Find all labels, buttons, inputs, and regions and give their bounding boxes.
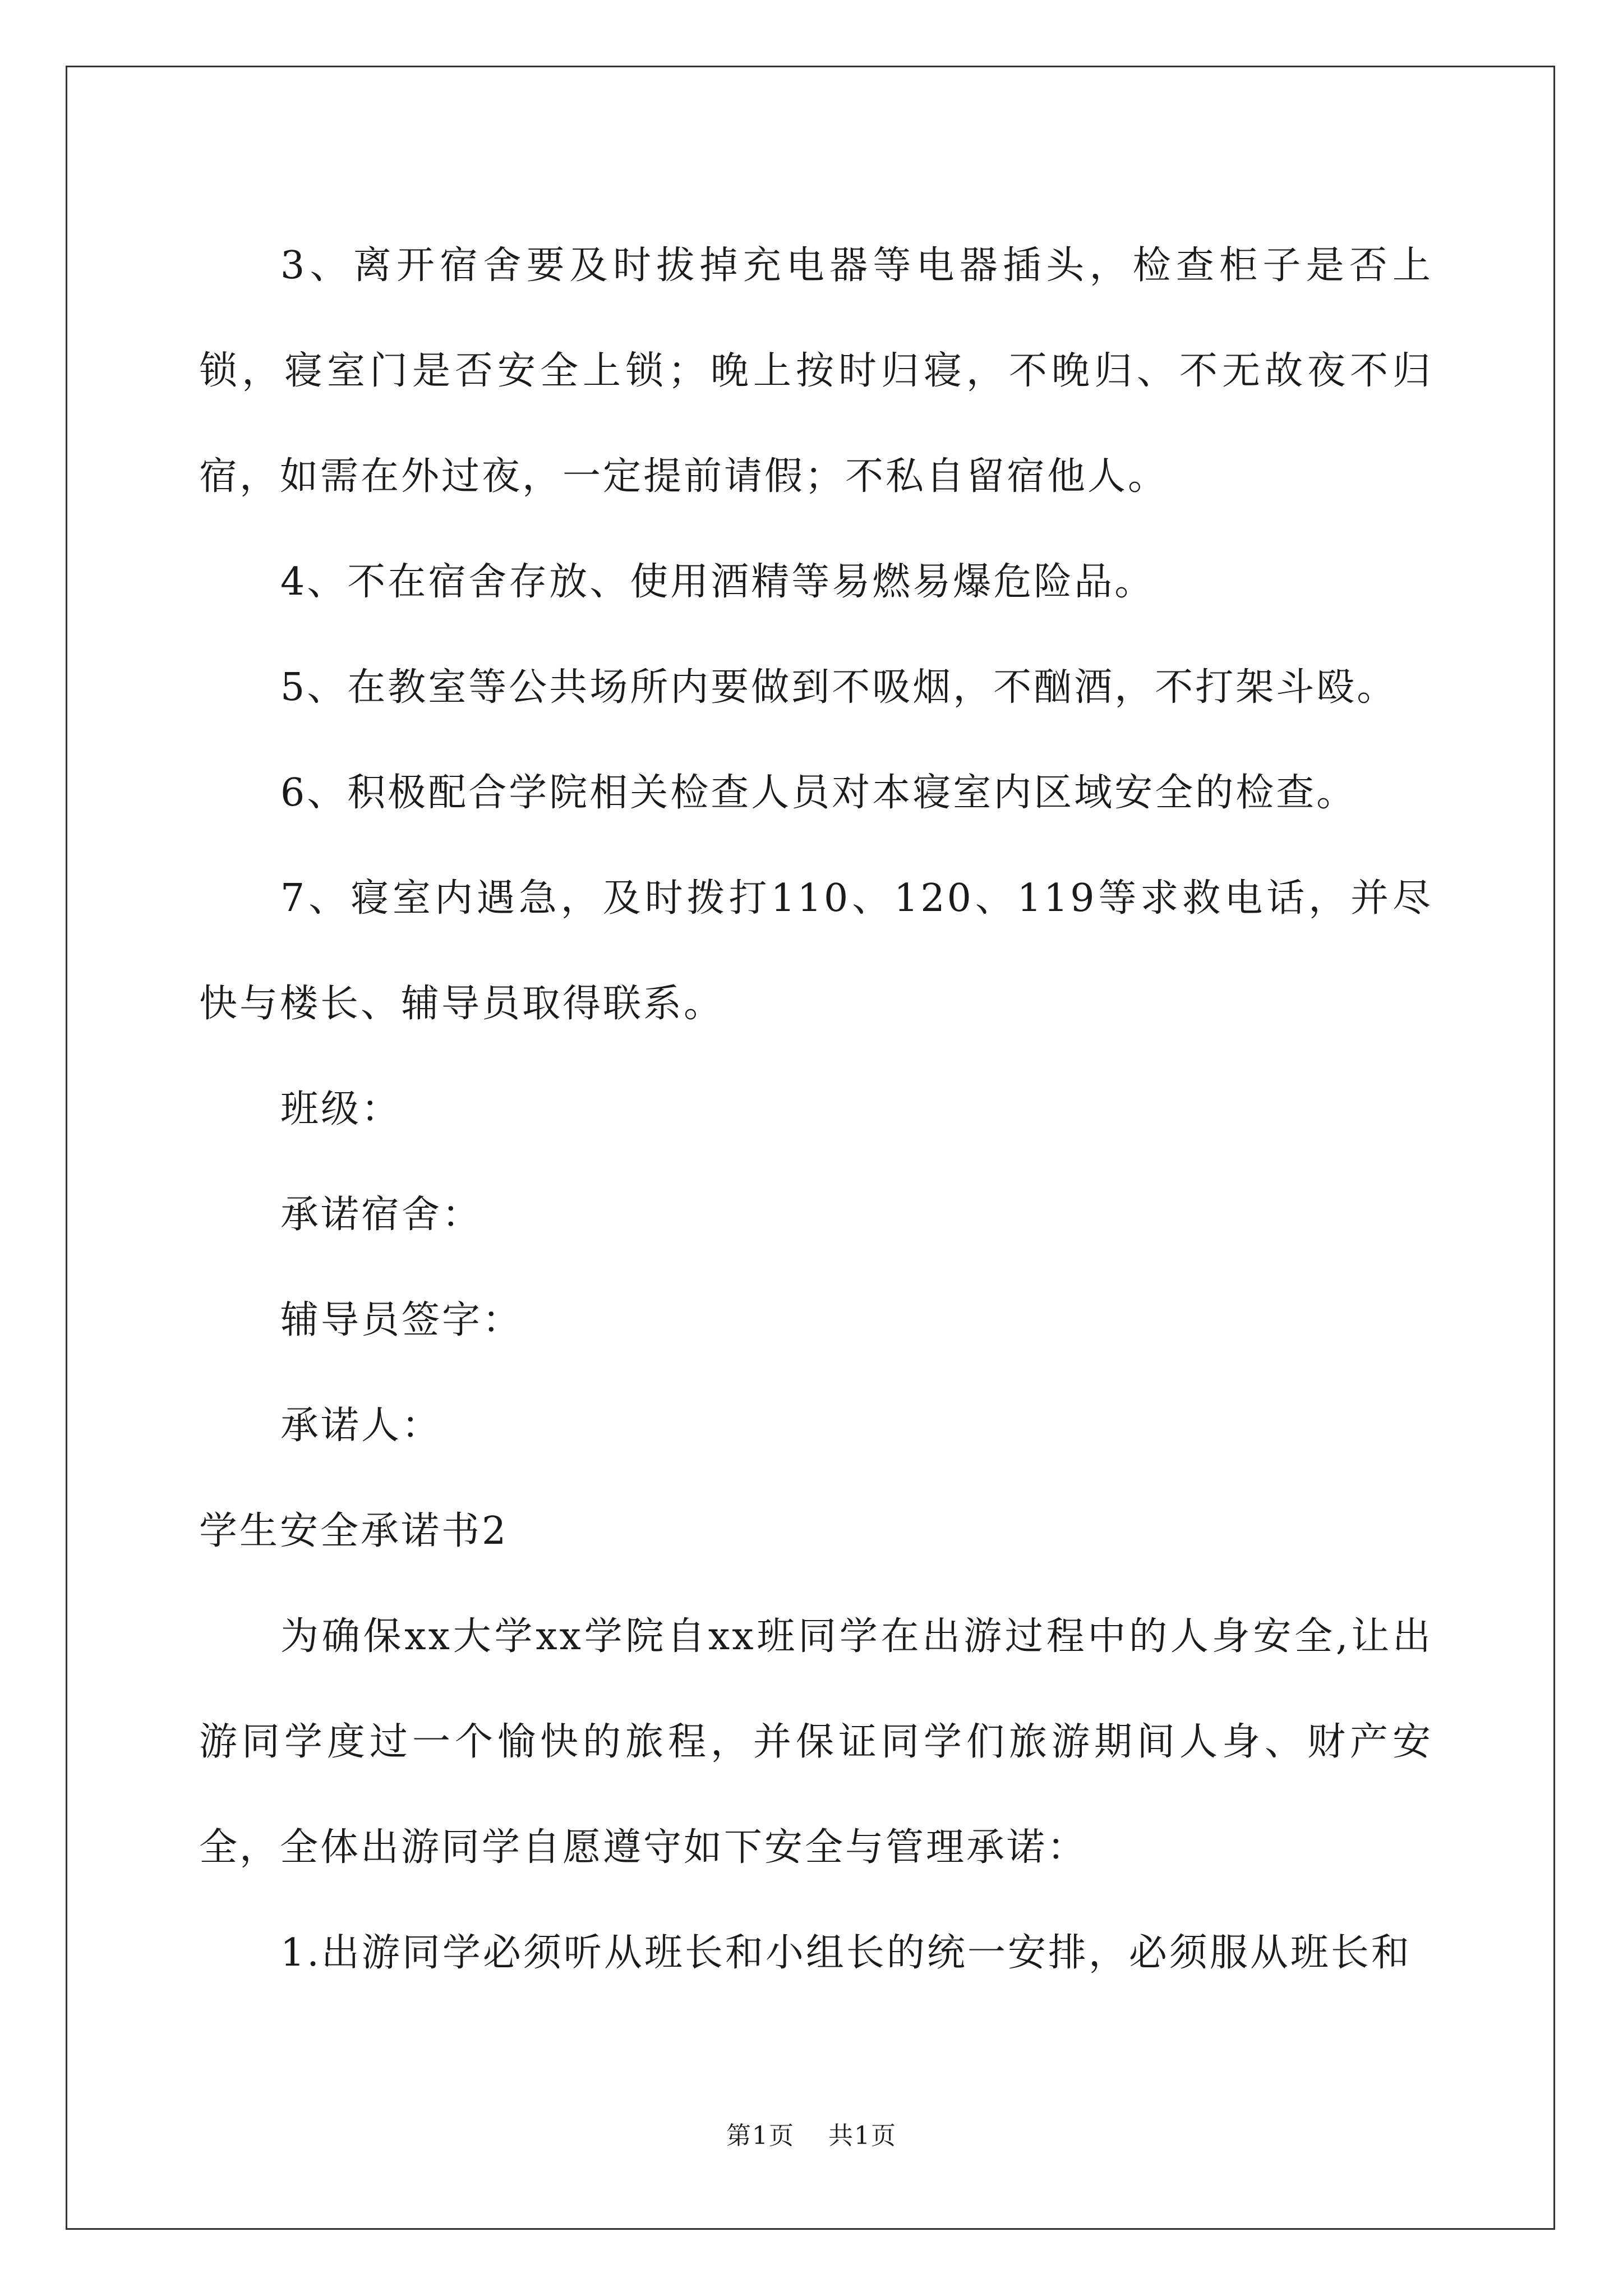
document-body — [199, 213, 1433, 2006]
paragraph-item-6: 6、积极配合学院相关检查人员对本寝室内区域安全的检查。 — [280, 771, 1357, 815]
paragraph-item-4: 4、不在宿舍存放、使用酒精等易燃易爆危险品。 — [280, 560, 1155, 604]
counselor-signature-label: 辅导员签字： — [280, 1298, 523, 1342]
section-intro-paragraph: 为确保xx大学xx学院自xx班同学在出游过程中的人身安全,让出游同学度过一个愉快的旅程，并保证同学们旅游期间人身、财产安全，全体出游同学自愿遵守如下安全与管理承诺： — [199, 1614, 1433, 1870]
class-field-label: 班级： — [280, 1087, 402, 1131]
page-footer — [0, 2119, 1623, 2153]
paragraph-item-7: 7、寝室内遇急，及时拨打110、120、119等求救电话，并尽快与楼长、辅导员取得联系。 — [199, 876, 1433, 1026]
paragraph-item-3: 3、离开宿舍要及时拔掉充电器等电器插头，检查柜子是否上锁，寝室门是否安全上锁；晚上按时归寝，不晚归、不无故夜不归宿，如需在外过夜，一定提前请假；不私自留宿他人。 — [199, 243, 1433, 499]
page-number: 第1页 — [726, 2122, 795, 2150]
section-item-1: 1.出游同学必须听从班长和小组长的统一安排，必须服从班长和 — [280, 1931, 1412, 1975]
promisor-field-label: 承诺人： — [280, 1404, 442, 1448]
paragraph-item-5: 5、在教室等公共场所内要做到不吸烟，不酗酒，不打架斗殴。 — [280, 665, 1398, 710]
page-total: 共1页 — [828, 2122, 897, 2150]
section-title: 学生安全承诺书2 — [199, 1509, 509, 1553]
dorm-field-label: 承诺宿舍： — [280, 1193, 483, 1237]
